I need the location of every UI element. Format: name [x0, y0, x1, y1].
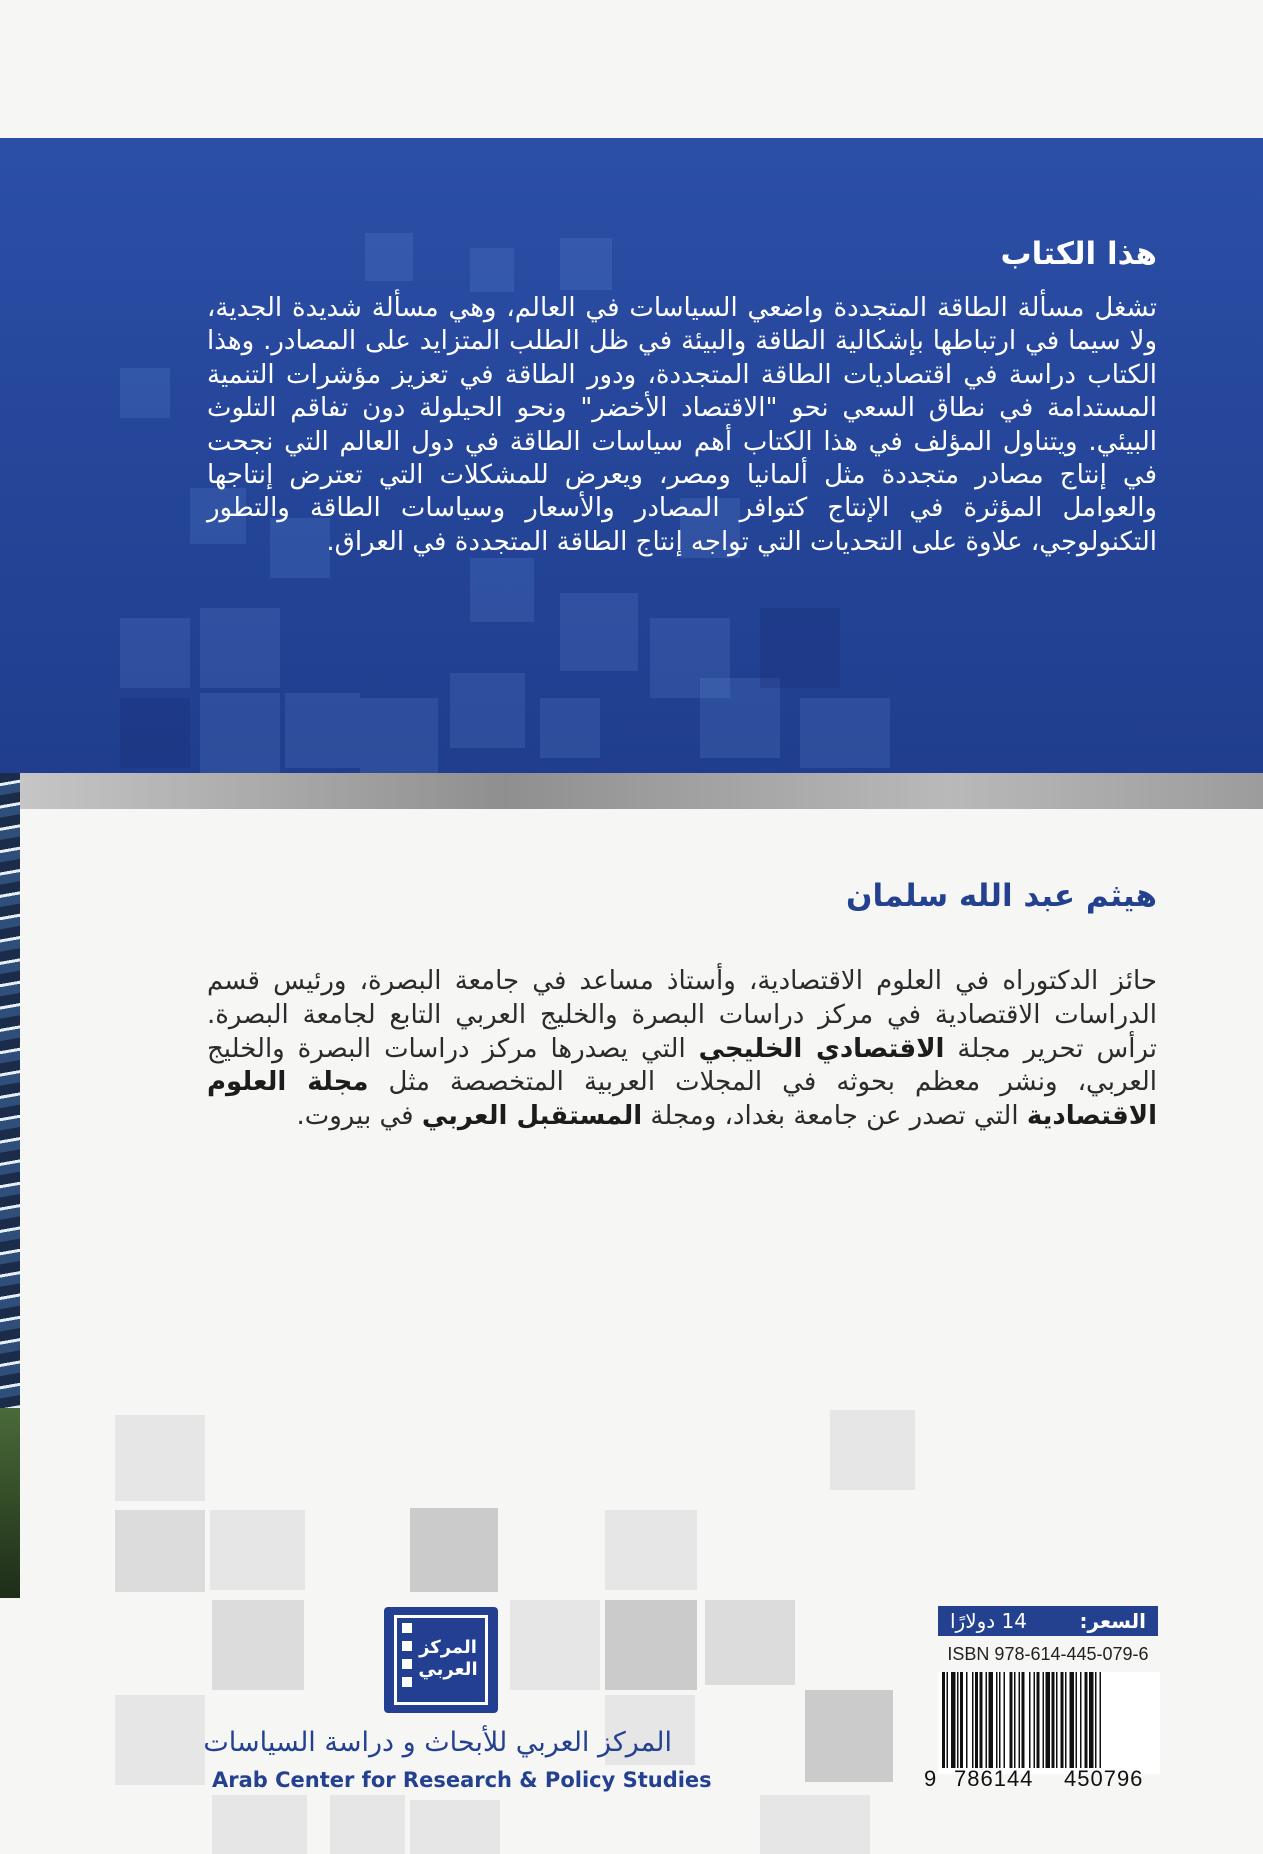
barcode-bar — [1029, 1672, 1031, 1768]
barcode-bar — [986, 1672, 988, 1768]
barcode-bar — [1034, 1672, 1036, 1768]
barcode-bar — [1076, 1672, 1078, 1768]
barcode-bar — [1100, 1672, 1102, 1768]
isbn-text: ISBN 978-614-445-079-6 — [947, 1644, 1149, 1664]
author-bio: حائز الدكتوراه في العلوم الاقتصادية، وأستاذ مساعد في جامعة البصرة، ورئيس قسم الدراسات الاقتصادية في مركز دراسات البصرة والخليج العربي التابع لجامعة البصرة. ترأس تحرير مجلة الاقتصادي الخليجي التي يصدرها مركز دراسات البصرة والخليج العربي، ونشر معظم بحوثه في المجلات العربية المتخصصة مثل مجلة العلوم الاقتصادية التي تصدر عن جامعة بغداد، ومجلة المستقبل العربي في بيروت. — [207, 966, 1158, 1132]
about-title: هذا الكتاب — [1000, 236, 1157, 272]
barcode-bar — [1052, 1672, 1055, 1768]
barcode-bar — [947, 1672, 949, 1768]
barcode-bar — [957, 1672, 959, 1768]
barcode-bar — [1043, 1672, 1045, 1768]
barcode-bar — [1095, 1672, 1097, 1768]
barcode-bar — [942, 1672, 945, 1768]
price-label-text: السعر: — [1079, 1609, 1146, 1633]
barcode-bar — [1056, 1672, 1058, 1768]
barcode-bar — [989, 1672, 994, 1768]
barcode-bar — [1061, 1672, 1064, 1768]
barcode-bar — [960, 1672, 963, 1768]
barcode-bar — [966, 1672, 968, 1768]
barcode-bar — [1089, 1672, 1094, 1768]
price-label — [938, 1606, 1158, 1636]
journal-name: المستقبل العربي — [421, 1101, 643, 1132]
journal-name: الاقتصادي الخليجي — [698, 1033, 945, 1064]
author-name: هيثم عبد الله سلمان — [846, 878, 1157, 914]
price-value: 14 دولارًا — [950, 1609, 1027, 1633]
barcode-bar — [1019, 1672, 1021, 1768]
barcode-bar — [1022, 1672, 1025, 1768]
barcode-bar — [1070, 1672, 1075, 1768]
publisher-logo: المركز العربي — [384, 1607, 498, 1713]
barcode-bar — [972, 1672, 974, 1768]
barcode-bar — [996, 1672, 998, 1768]
barcode-bar — [1085, 1672, 1088, 1768]
barcode-bar — [1004, 1672, 1006, 1768]
barcode-bar — [1065, 1672, 1067, 1768]
publisher-name-arabic: المركز العربي للأبحاث و دراسة السياسات — [203, 1727, 672, 1758]
book-back-cover: هذا الكتاب تشغل مسألة الطاقة المتجددة واضعي السياسات في العالم، وهي مسألة شديدة الجدية، ولا سيما في ارتباطها بإشكالية الطاقة والبيئة في ظل الطلب المتزايد على المصادر. وهذا الكتاب دراسة في اقتصاديات الطاقة المتجددة، ودور الطاقة في تعزيز مؤشرات التنمية المستدامة في نطاق السعي نحو "الاقتصاد الأخضر" ونحو الحيلولة دون تفاقم التلوث البيئي. ويتناول المؤلف في هذا الكتاب أهم سياسات الطاقة في دول العالم التي نجحت في إنتاج مصادر متجددة مثل ألمانيا ومصر، ويعرض للمشكلات التي تعترض إنتاجها والعوامل المؤثرة في الإنتاج كتوافر المصادر والأسعار وسياسات الطاقة والتطور التكنولوجي، علاوة على التحديات التي تواجه إنتاج الطاقة المتجددة في العراق. هيثم عبد الله سلمان حائز الدكتوراه في العلوم الاقتصادية، وأستاذ مساعد في جامعة البصرة، ورئيس قسم الدراسات الاقتصادية في مركز دراسات البصرة والخليج العربي التابع لجامعة البصرة. ترأس تحرير مجلة الاقتصادي الخليجي التي يصدرها مركز دراسات البصرة والخليج العربي، ونشر معظم بحوثه في المجلات العربية المتخصصة مثل مجلة العلوم الاقتصادية التي تصدر عن جامعة بغداد، ومجلة المستقبل العربي في بيروت. المركز العربي المركز العربي للأبحاث و دراسة السياسات Arab Center for Research & Policy Studies السعر: 14 دولارًا ISBN 978-614-445-079-6 9 786144 450796 — [0, 0, 1263, 1854]
barcode-bar — [1037, 1672, 1040, 1768]
barcode-bar — [1080, 1672, 1082, 1768]
about-text: تشغل مسألة الطاقة المتجددة واضعي السياسات في العالم، وهي مسألة شديدة الجدية، ولا سيما في ارتباطها بإشكالية الطاقة والبيئة في ظل الطلب المتزايد على المصادر. وهذا الكتاب دراسة في اقتصاديات الطاقة المتجددة، ودور الطاقة في تعزيز مؤشرات التنمية المستدامة في نطاق السعي نحو "الاقتصاد الأخضر" ونحو الحيلولة دون تفاقم التلوث البيئي. ويتناول المؤلف في هذا الكتاب أهم سياسات الطاقة في دول العالم التي نجحت في إنتاج مصادر متجددة مثل ألمانيا ومصر، ويعرض للمشكلات التي تعترض إنتاجها والعوامل المؤثرة في الإنتاج كتوافر المصادر والأسعار وسياسات الطاقة والتطور التكنولوجي، علاوة على التحديات التي تواجه إنتاج الطاقة المتجددة في العراق. — [207, 293, 1157, 557]
barcode-bar — [1010, 1672, 1013, 1768]
divider-bar — [0, 773, 1263, 809]
barcode-bar — [1014, 1672, 1016, 1768]
barcode — [938, 1672, 1160, 1774]
barcode-bar — [975, 1672, 978, 1768]
solar-panel-strip — [0, 773, 20, 1598]
journal-name: مجلة العلوم الاقتصادية — [207, 1067, 1157, 1132]
barcode-bar — [980, 1672, 983, 1768]
barcode-bar — [951, 1672, 956, 1768]
publisher-name-english: Arab Center for Research & Policy Studies — [212, 1768, 712, 1792]
barcode-bar — [999, 1672, 1001, 1768]
barcode-bar — [1046, 1672, 1051, 1768]
